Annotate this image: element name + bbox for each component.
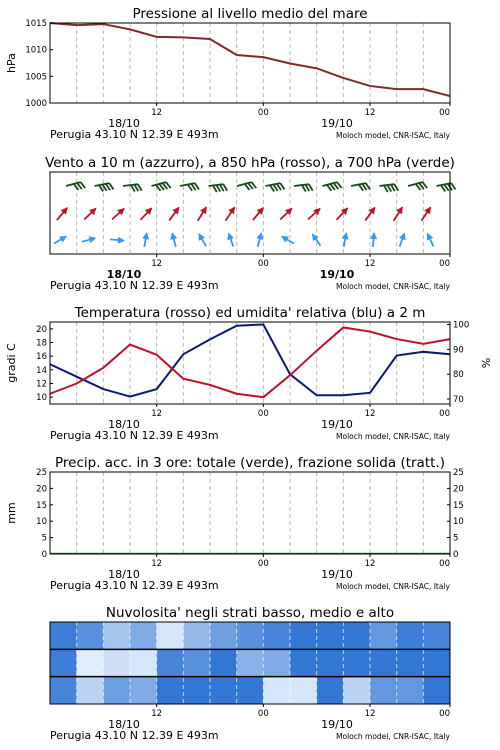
wind-700-barb (95, 183, 114, 193)
location-label: Perugia 43.10 N 12.39 E 493m (50, 279, 219, 292)
cloud-cell (103, 649, 130, 676)
cloud-cell (397, 677, 424, 704)
wind-10m-arrow (279, 233, 295, 247)
cloud-cell (423, 622, 450, 649)
wind-850-arrow (138, 205, 155, 222)
wind-850-arrow (334, 205, 351, 222)
x-tick-label: 12 (364, 409, 376, 419)
y-tick-label: 16 (36, 352, 47, 363)
y-tick-label: 5 (41, 533, 47, 544)
y-tick-label: 25 (36, 468, 47, 478)
cloud-cell (317, 649, 344, 676)
cloud-cell (343, 622, 370, 649)
wind-700-barb (123, 184, 142, 193)
y-tick-label: 70 (453, 395, 464, 406)
wind-10m-arrow (169, 231, 180, 247)
x-tick-label: 12 (364, 108, 376, 118)
wind-10m-arrow (340, 232, 349, 248)
chart-title: Vento a 10 m (azzurro), a 850 hPa (rosso), a 700 hPa (verde) (45, 155, 455, 171)
wind-10m-arrow (81, 235, 97, 246)
cloud-cell (77, 622, 104, 649)
x-tick-label: 00 (257, 108, 269, 118)
wind-850-arrow (419, 205, 434, 223)
cloud-cell (370, 622, 397, 649)
arrow-head (225, 231, 234, 240)
model-credit: Moloch model, CNR-ISAC, Italy (336, 131, 450, 140)
y-tick-label: 1010 (25, 45, 47, 56)
arrow-head (142, 232, 150, 240)
x-tick-label: 12 (364, 559, 376, 569)
cloud-cell (50, 622, 77, 649)
wind-700-barb (209, 184, 228, 193)
y-tick-label: 20 (36, 484, 47, 495)
wind-850-arrow (306, 205, 323, 222)
wind-10m-arrow (396, 231, 408, 247)
date-label: 18/10 (108, 117, 140, 130)
chart-title: Precip. acc. in 3 ore: totale (verde), frazione solida (tratt.) (55, 455, 445, 471)
cloud-cell (423, 677, 450, 704)
y-tick-label: 10 (36, 393, 47, 404)
cloud-cell (263, 622, 290, 649)
cloud-cell (103, 622, 130, 649)
date-label: 19/10 (321, 418, 353, 431)
y-axis-label: % (480, 357, 493, 369)
y-axis-label: gradi C (5, 343, 18, 383)
cloud-cell (397, 622, 424, 649)
cloud-cell (130, 677, 157, 704)
x-tick-label: 00 (257, 559, 269, 569)
wind-700-barb (152, 181, 171, 192)
date-label: 19/10 (319, 268, 355, 281)
x-tick-label: 00 (439, 559, 450, 569)
cloud-cell (183, 622, 210, 649)
plot-frame (50, 23, 450, 103)
arrow-head (424, 231, 433, 240)
wind-10m-arrow (141, 232, 150, 248)
wind-700-barb (323, 181, 342, 192)
date-label: 19/10 (321, 718, 353, 731)
wind-850-arrow (391, 205, 406, 223)
cloud-cell (50, 649, 77, 676)
y-tick-label-right: 5 (453, 533, 459, 544)
y-tick-label-right: 20 (453, 484, 464, 495)
date-label: 18/10 (108, 568, 140, 581)
wind-10m-arrow (195, 231, 209, 247)
cloud-cell (183, 677, 210, 704)
y-tick-label: 1015 (25, 19, 47, 29)
arrow-head (195, 231, 205, 241)
date-label: 18/10 (106, 268, 142, 281)
cloud-cell (210, 677, 237, 704)
location-label: Perugia 43.10 N 12.39 E 493m (50, 579, 219, 592)
cloud-cell (423, 649, 450, 676)
wind-10m-arrow (369, 232, 377, 248)
wind-850-arrow (278, 205, 295, 222)
cloud-cell (290, 649, 317, 676)
wind-850-arrow (250, 205, 266, 223)
y-tick-label: 0 (41, 550, 47, 560)
wind-700-barb (408, 181, 427, 192)
arrow-head (118, 237, 126, 245)
cloud-cell (157, 677, 184, 704)
y-tick-label: 12 (36, 379, 47, 390)
location-label: Perugia 43.10 N 12.39 E 493m (50, 729, 219, 742)
x-tick-label: 00 (439, 108, 450, 118)
x-tick-label: 00 (439, 259, 450, 269)
x-tick-label: 12 (151, 409, 163, 419)
model-credit: Moloch model, CNR-ISAC, Italy (336, 732, 450, 741)
cloud-cell (130, 649, 157, 676)
wind-700-barb (351, 183, 370, 193)
wind-700-barb (380, 184, 399, 193)
date-label: 18/10 (108, 418, 140, 431)
y-axis-label: hPa (5, 53, 18, 73)
arrow-head (399, 231, 408, 240)
cloud-cell (343, 677, 370, 704)
wind-700-barb (437, 183, 456, 193)
wind-700-barb (66, 181, 85, 192)
cloud-cell (370, 677, 397, 704)
cloud-cell (237, 622, 264, 649)
arrow-head (396, 205, 406, 215)
model-credit: Moloch model, CNR-ISAC, Italy (336, 582, 450, 591)
chart-title: Nuvolosita' negli strati basso, medio e alto (105, 605, 395, 621)
x-tick-label: 00 (257, 709, 269, 719)
wind-850-arrow (110, 205, 127, 222)
cloud-cell (290, 622, 317, 649)
model-credit: Moloch model, CNR-ISAC, Italy (336, 432, 450, 441)
cloud-cell (210, 622, 237, 649)
date-label: 18/10 (108, 718, 140, 731)
x-tick-label: 12 (364, 709, 376, 719)
wind-700-barb (294, 184, 313, 193)
cloud-cell (290, 677, 317, 704)
cloud-cell (77, 649, 104, 676)
wind-850-arrow (166, 205, 182, 223)
cloud-cell (157, 649, 184, 676)
x-tick-label: 12 (151, 709, 163, 719)
y-tick-label-right: 0 (453, 550, 459, 560)
y-tick-label: 10 (36, 517, 47, 528)
cloud-cell (343, 649, 370, 676)
cloud-cell (183, 649, 210, 676)
y-tick-label: 20 (36, 324, 47, 335)
wind-10m-arrow (52, 233, 68, 247)
location-label: Perugia 43.10 N 12.39 E 493m (50, 128, 219, 141)
cloud-cell (237, 649, 264, 676)
wind-700-barb (266, 183, 285, 193)
date-label: 19/10 (321, 117, 353, 130)
cloud-cell (130, 622, 157, 649)
cloud-cell (397, 649, 424, 676)
arrow-head (169, 231, 178, 240)
cloud-cell (77, 677, 104, 704)
wind-850-arrow (82, 205, 99, 222)
x-tick-label: 12 (151, 108, 163, 118)
y-tick-label: 100 (453, 320, 470, 331)
y-tick-label: 90 (453, 345, 464, 356)
cloud-cell (210, 649, 237, 676)
y-tick-label: 15 (36, 500, 47, 511)
cloud-cell (370, 649, 397, 676)
arrow-head (59, 233, 69, 243)
arrow-head (424, 205, 434, 215)
y-tick-label-right: 25 (453, 468, 464, 478)
wind-850-arrow (54, 205, 70, 223)
humidity-line (50, 324, 450, 396)
cloud-cell (263, 677, 290, 704)
y-tick-label-right: 10 (453, 517, 464, 528)
y-tick-label: 80 (453, 370, 464, 381)
wind-700-barb (237, 181, 256, 192)
wind-10m-arrow (110, 236, 126, 244)
x-tick-label: 00 (439, 709, 450, 719)
y-tick-label: 14 (36, 365, 47, 376)
wind-850-arrow (195, 205, 210, 223)
model-credit: Moloch model, CNR-ISAC, Italy (336, 282, 450, 291)
wind-850-arrow (223, 205, 238, 223)
arrow-head (279, 233, 289, 243)
location-label: Perugia 43.10 N 12.39 E 493m (50, 429, 219, 442)
x-tick-label: 00 (257, 259, 269, 269)
wind-10m-arrow (225, 231, 237, 247)
x-tick-label: 00 (439, 409, 450, 419)
date-label: 19/10 (321, 568, 353, 581)
arrow-head (200, 205, 210, 215)
y-tick-label: 1005 (25, 72, 47, 83)
cloud-cell (103, 677, 130, 704)
arrow-head (370, 232, 378, 240)
arrow-head (89, 235, 98, 244)
cloud-cell (50, 677, 77, 704)
cloud-cell (157, 622, 184, 649)
y-tick-label: 1000 (25, 99, 47, 109)
x-tick-label: 00 (257, 409, 269, 419)
cloud-cell (317, 677, 344, 704)
cloud-cell (263, 649, 290, 676)
chart-title: Pressione al livello medio del mare (132, 6, 368, 22)
cloud-cell (237, 677, 264, 704)
plot-frame (50, 472, 450, 554)
cloud-cell (317, 622, 344, 649)
x-tick-label: 12 (151, 259, 163, 269)
wind-10m-arrow (424, 231, 437, 248)
temperature-line (50, 327, 450, 397)
chart-title: Temperatura (rosso) ed umidita' relativa (blu) a 2 m (74, 305, 426, 321)
y-axis-label: mm (5, 502, 18, 524)
y-tick-label-right: 15 (453, 500, 464, 511)
y-tick-label: 18 (36, 338, 47, 349)
pressure-line (50, 23, 450, 96)
x-tick-label: 12 (364, 259, 376, 269)
x-tick-label: 12 (151, 559, 163, 569)
